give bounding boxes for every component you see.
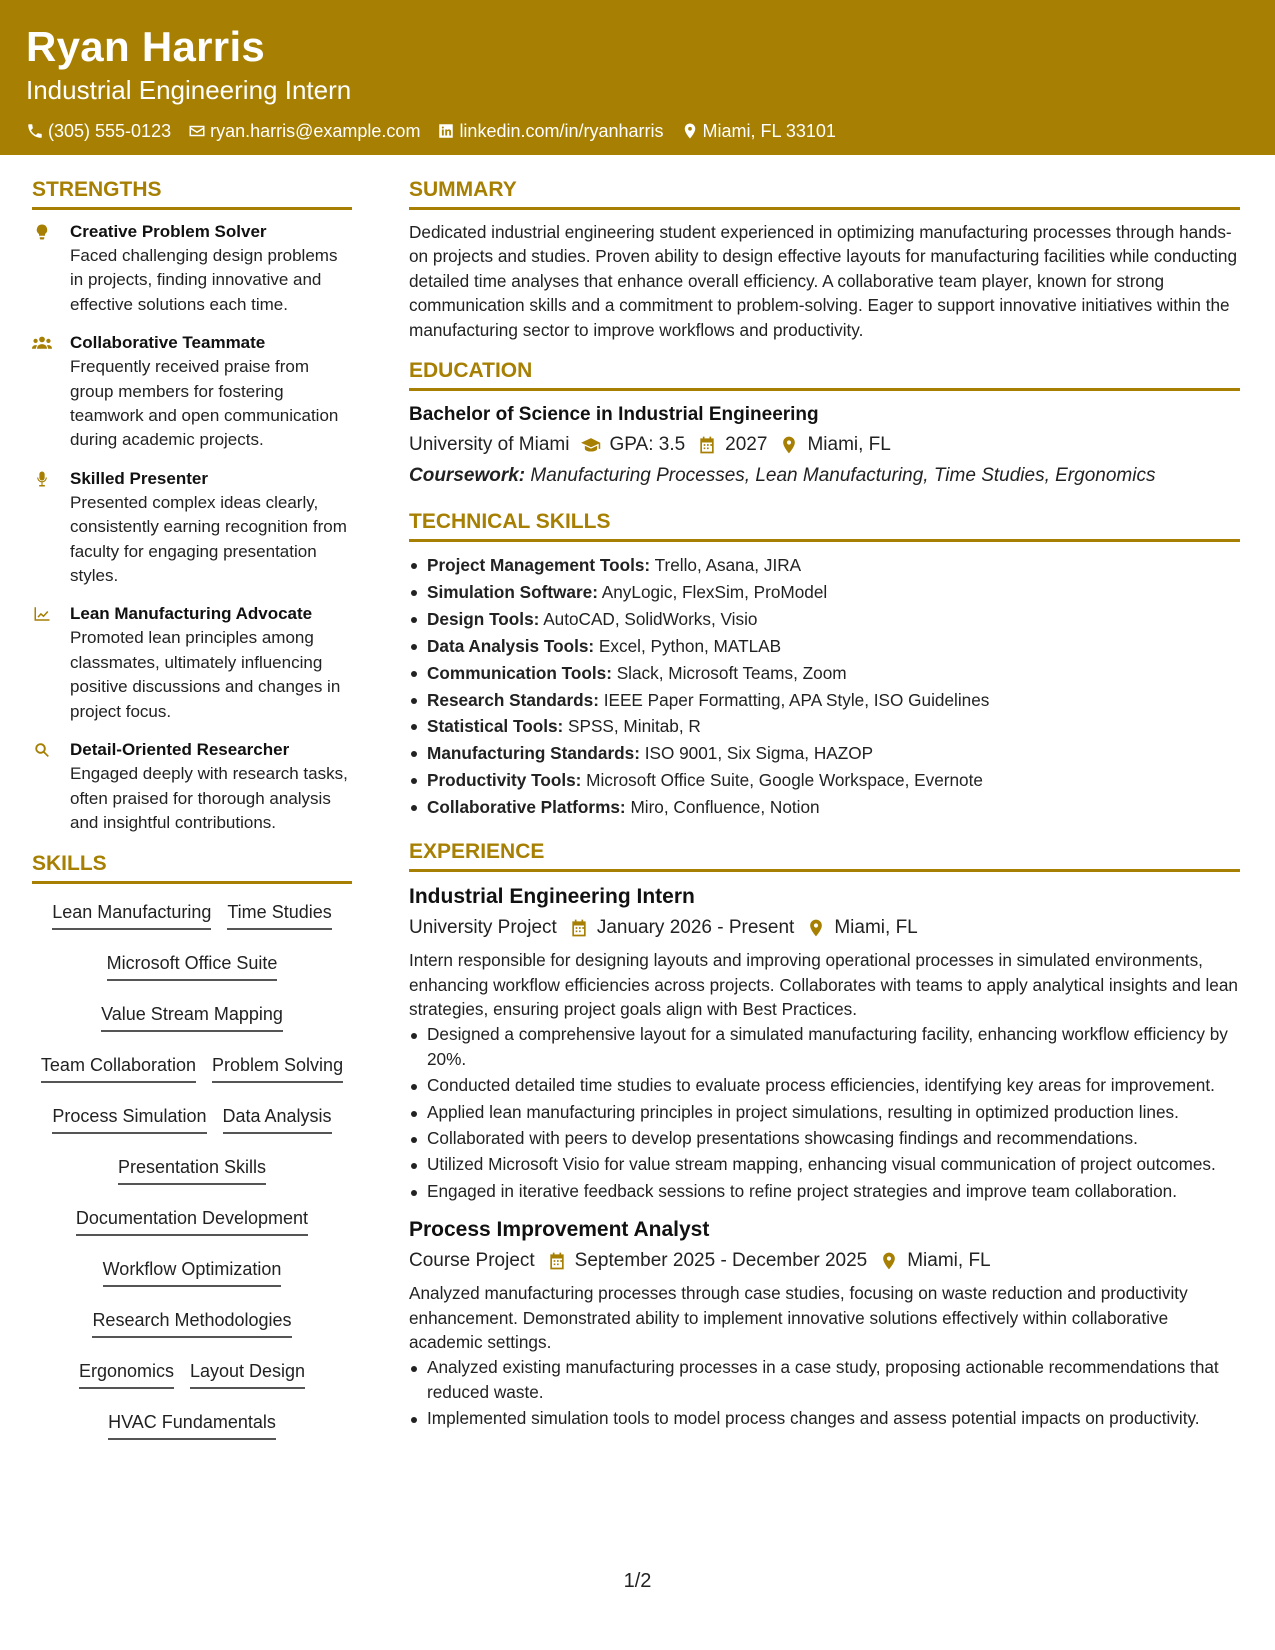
skill-tag: Microsoft Office Suite [107, 945, 278, 981]
strength-item [32, 331, 352, 453]
strength-desc: Presented complex ideas clearly, consistently earning recognition from faculty for engaging presentation styles. [70, 492, 347, 586]
resume-header [0, 0, 1275, 155]
skill-tag: Time Studies [227, 894, 331, 930]
graduation-year: 2027 [725, 434, 768, 456]
skills-cloud [32, 894, 352, 1455]
skill-tag: Research Methodologies [92, 1302, 291, 1338]
list-item: Productivity Tools: Microsoft Office Suite, Google Workspace, Evernote [409, 767, 1240, 794]
skill-tag: Process Simulation [52, 1098, 206, 1134]
strength-title: Skilled Presenter [70, 468, 208, 488]
skill-tag: Team Collaboration [41, 1047, 196, 1083]
job-org: University Project [409, 917, 557, 939]
coursework [409, 461, 1240, 491]
lightbulb-icon [32, 223, 52, 241]
microphone-icon [32, 470, 52, 488]
contact-linkedin[interactable] [437, 119, 663, 143]
summary-heading: SUMMARY [409, 175, 1240, 210]
list-item: Analyzed existing manufacturing processes in a case study, proposing actionable recommendations that reduced waste. [409, 1355, 1240, 1404]
contact-phone[interactable] [26, 119, 171, 143]
degree-title: Bachelor of Science in Industrial Engineering [409, 404, 819, 426]
users-icon [32, 334, 52, 352]
strength-item [32, 738, 352, 835]
skill-tag: Layout Design [190, 1353, 305, 1389]
list-item: Collaborated with peers to develop presentations showcasing findings and recommendations. [409, 1126, 1240, 1150]
envelope-icon [188, 122, 206, 140]
list-item: Engaged in iterative feedback sessions to refine project strategies and improve team collaboration. [409, 1179, 1240, 1203]
calendar-icon [547, 1251, 567, 1271]
coursework-list: Manufacturing Processes, Lean Manufacturing, Time Studies, Ergonomics [530, 465, 1156, 487]
technical-skills-list [409, 552, 1240, 821]
search-icon [32, 741, 52, 759]
list-item: Applied lean manufacturing principles in project simulations, resulting in optimized production lines. [409, 1100, 1240, 1124]
summary-text: Dedicated industrial engineering student experienced in optimizing manufacturing processes through hands-on projects and studies. Proven ability to design effective layouts for manufacturing facilities while conducting detailed time analyses that enhance overall efficiency. A collaborative team player, known for strong communication skills and a commitment to problem-solving. Eager to support innovative initiatives within the manufacturing sector to improve workflows and productivity. [409, 222, 1238, 340]
left-column [32, 175, 352, 1455]
strength-title: Detail-Oriented Researcher [70, 740, 290, 760]
strength-desc: Promoted lean principles among classmates, ultimately influencing positive discussions and changes in project focus. [70, 628, 341, 721]
contact-email[interactable] [188, 119, 420, 143]
job-dates: January 2026 - Present [596, 917, 795, 939]
skill-tag: Presentation Skills [118, 1149, 266, 1185]
job-bullets [409, 1355, 1240, 1430]
skill-tag: Documentation Development [76, 1200, 308, 1236]
education-meta [409, 429, 1240, 461]
strength-item [32, 220, 352, 317]
gpa: GPA: 3.5 [609, 434, 686, 456]
list-item: Data Analysis Tools: Excel, Python, MATLAB [409, 633, 1240, 660]
coursework-label: Coursework: [409, 465, 526, 487]
contact-bar [26, 119, 1249, 143]
list-item: Statistical Tools: SPSS, Minitab, R [409, 713, 1240, 740]
job-title: Industrial Engineering Intern [409, 885, 695, 909]
list-item: Designed a comprehensive layout for a simulated manufacturing facility, enhancing workflow efficiency by 20%. [409, 1022, 1240, 1071]
experience-heading: EXPERIENCE [409, 837, 1240, 872]
contact-linkedin-text: linkedin.com/in/ryanharris [459, 121, 664, 141]
strength-title: Creative Problem Solver [70, 222, 267, 241]
contact-location [681, 119, 836, 143]
chart-line-icon [32, 605, 52, 623]
job-meta [409, 912, 1240, 944]
technical-skills-heading: TECHNICAL SKILLS [409, 507, 1240, 542]
job-meta [409, 1245, 1240, 1277]
skill-tag: Ergonomics [79, 1353, 174, 1389]
job-entry [409, 882, 1240, 1203]
strength-desc: Faced challenging design problems in projects, finding innovative and effective solutions each time. [70, 246, 338, 314]
right-column [409, 175, 1240, 1443]
page-number: 1/2 [623, 1570, 652, 1592]
list-item: Design Tools: AutoCAD, SolidWorks, Visio [409, 606, 1240, 633]
map-marker-icon [806, 918, 826, 938]
job-dates: September 2025 - December 2025 [574, 1250, 868, 1272]
skill-tag: Value Stream Mapping [101, 996, 283, 1032]
graduation-cap-icon [581, 435, 601, 455]
strengths-heading: STRENGTHS [32, 175, 352, 210]
job-entry [409, 1215, 1240, 1430]
strength-title: Collaborative Teammate [70, 333, 266, 353]
contact-location-text: Miami, FL 33101 [702, 121, 836, 141]
candidate-name: Ryan Harris [26, 23, 266, 70]
job-location: Miami, FL [907, 1250, 991, 1272]
list-item: Simulation Software: AnyLogic, FlexSim, ProModel [409, 579, 1240, 606]
school-name: University of Miami [409, 434, 570, 456]
skill-tag: HVAC Fundamentals [108, 1404, 276, 1440]
map-marker-icon [681, 122, 699, 140]
list-item: Communication Tools: Slack, Microsoft Teams, Zoom [409, 660, 1240, 687]
list-item: Research Standards: IEEE Paper Formatting, APA Style, ISO Guidelines [409, 687, 1240, 714]
job-location: Miami, FL [834, 917, 918, 939]
skill-tag: Lean Manufacturing [52, 894, 211, 930]
education-location: Miami, FL [807, 434, 891, 456]
strength-item [32, 602, 352, 724]
skills-heading: SKILLS [32, 849, 352, 884]
list-item: Manufacturing Standards: ISO 9001, Six Sigma, HAZOP [409, 740, 1240, 767]
strength-desc: Frequently received praise from group members for fostering teamwork and open communication during academic projects. [70, 357, 339, 450]
map-marker-icon [779, 435, 799, 455]
contact-email-text: ryan.harris@example.com [210, 121, 421, 141]
candidate-role: Industrial Engineering Intern [26, 75, 352, 105]
strength-desc: Engaged deeply with research tasks, often praised for thorough analysis and insightful contributions. [70, 764, 348, 832]
list-item: Conducted detailed time studies to evaluate process efficiencies, identifying key areas for improvement. [409, 1073, 1240, 1097]
skill-tag: Problem Solving [212, 1047, 343, 1083]
skill-tag: Data Analysis [223, 1098, 332, 1134]
skill-tag: Workflow Optimization [103, 1251, 282, 1287]
education-heading: EDUCATION [409, 356, 1240, 391]
job-description: Intern responsible for designing layouts and improving operational processes in simulated environments, enhancing workflow efficiencies across projects. Collaborates with teams to apply analytical insights and lean strategies, ensuring project goals align with Best Practices. [409, 950, 1238, 1019]
phone-icon [26, 122, 44, 140]
list-item: Project Management Tools: Trello, Asana, JIRA [409, 552, 1240, 579]
calendar-icon [697, 435, 717, 455]
job-description: Analyzed manufacturing processes through case studies, focusing on waste reduction and productivity enhancement. Demonstrated ability to implement innovative solutions effectively within collaborative academic settings. [409, 1283, 1188, 1352]
list-item: Implemented simulation tools to model process changes and assess potential impacts on productivity. [409, 1406, 1240, 1430]
list-item: Utilized Microsoft Visio for value stream mapping, enhancing visual communication of project outcomes. [409, 1152, 1240, 1176]
strength-item [32, 467, 352, 589]
list-item: Collaborative Platforms: Miro, Confluence, Notion [409, 794, 1240, 821]
job-title: Process Improvement Analyst [409, 1218, 710, 1242]
job-org: Course Project [409, 1250, 535, 1272]
map-marker-icon [879, 1251, 899, 1271]
calendar-icon [569, 918, 589, 938]
strength-title: Lean Manufacturing Advocate [70, 604, 313, 624]
contact-phone-text: (305) 555-0123 [48, 121, 172, 141]
job-bullets [409, 1022, 1240, 1203]
linkedin-icon [437, 122, 455, 140]
